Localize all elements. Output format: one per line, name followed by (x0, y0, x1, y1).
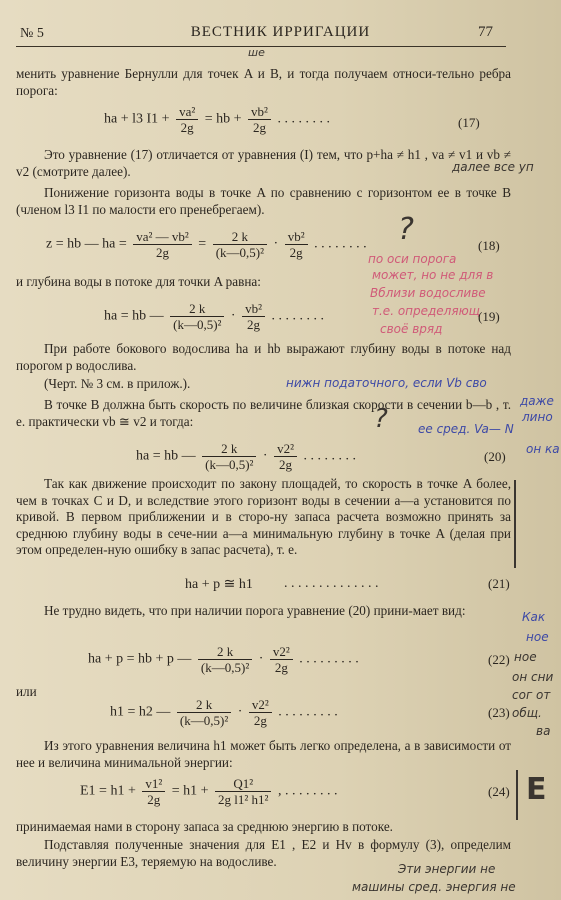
margin-line (516, 770, 518, 820)
equation-number: (24) (488, 784, 510, 799)
paragraph: При работе бокового водослива ha и hb выражают глубину воды в потоке над порогом p водослива. (16, 341, 511, 373)
handwritten-question-mark: ? (398, 212, 414, 247)
handwritten-note: далее все уп (452, 160, 534, 174)
paragraph: Из этого уравнения величина h1 может быть легко определена, а в зависимости от нее и величина минимальной энергии: (16, 738, 511, 770)
handwritten-note: лино (522, 410, 553, 424)
handwritten-note: Эти энергии не (398, 862, 496, 876)
fraction: $\frac{\text{Q1²}}{\text{2g l1² h1²}}$ (215, 776, 271, 807)
equation-23: h1 = h2 — $\frac{2 k}{\text{(k—0,5)²}}$ · $\frac{\text{v2²}}{2g}$ . . . . . . . . . (110, 697, 338, 728)
fraction: $\frac{\text{va²}}{2g}$ (176, 104, 198, 135)
handwritten-note: он сни (512, 670, 554, 684)
handwritten-note: Вблизи водосливе (370, 286, 486, 300)
paragraph: Не трудно видеть, что при наличии порога уравнение (20) прини-мает вид: (44, 603, 466, 618)
equation-number: (21) (488, 576, 510, 591)
equation-17: ha + l3 I1 + $\frac{\text{va²}}{2g}$ = hb + $\frac{\text{vb²}}{2g}$ . . . . . . . . (104, 104, 330, 135)
leader-dots: . . . . . . . . . . . . . . (284, 576, 379, 591)
handwritten-note: он ка (526, 442, 560, 456)
fraction: $\frac{\text{vb²}}{2g}$ (285, 229, 308, 260)
fraction: $\frac{2 k}{\text{(k—0,5)²}}$ (213, 229, 267, 260)
paragraph: (Черт. № 3 см. в прилож.). (44, 376, 191, 391)
equation-24: E1 = h1 + $\frac{\text{v1²}}{2g}$ = h1 + $\frac{\text{Q1²}}{\text{2g l1² h1²}}$ , . . . . . . . . (80, 776, 338, 807)
paragraph: В точке B должна быть скорость по величине близкая скорости в сечении b—b , т. е. практически vb ≅ v2 и тогда: (16, 397, 511, 429)
handwritten-note: машины сред. энергия не (352, 880, 516, 894)
fraction: $\frac{\text{va² — vb²}}{2g}$ (133, 229, 192, 260)
handwritten-letter: E (526, 772, 547, 807)
fraction: $\frac{2 k}{\text{(k—0,5)²}}$ (198, 644, 252, 675)
page-header (0, 24, 561, 46)
fraction: $\frac{2 k}{\text{(k—0,5)²}}$ (170, 301, 224, 332)
handwritten-note: по оси порога (368, 252, 457, 266)
fraction: $\frac{\text{vb²}}{2g}$ (248, 104, 271, 135)
equation-22: ha + p = hb + p — $\frac{2 k}{\text{(k—0,5)²}}$ · $\frac{\text{v2²}}{2g}$ . . . . . . . . . (88, 644, 359, 675)
equation-number: (19) (478, 309, 500, 324)
fraction: $\frac{\text{v2²}}{2g}$ (274, 441, 297, 472)
issue-number: № 5 (20, 26, 44, 41)
equation-number: (22) (488, 652, 510, 667)
handwritten-note: сог от (512, 688, 551, 702)
handwritten-note: ва (536, 724, 551, 738)
fraction: $\frac{2 k}{\text{(k—0,5)²}}$ (202, 441, 256, 472)
equation-21: ha + p ≅ h1 (185, 577, 253, 592)
equation-19: ha = hb — $\frac{2 k}{\text{(k—0,5)²}}$ · $\frac{\text{vb²}}{2g}$ . . . . . . . . (104, 301, 324, 332)
handwritten-note: Как (522, 610, 546, 624)
journal-title: ВЕСТНИК ИРРИГАЦИИ (190, 24, 371, 40)
paragraph: Подставляя полученные значения для E1 , E2 и Hv в формулу (3), определим величину энергии E3, теряемую на водосливе. (16, 837, 511, 869)
equation-number: (17) (458, 115, 480, 130)
handwritten-note: т.е. определяющ (372, 304, 480, 318)
handwritten-note: своё вряд (380, 322, 443, 336)
paragraph: менить уравнение Бернулли для точек A и B, и тогда получаем относи-тельно ребра порога: (16, 66, 511, 98)
handwritten-note: нижн податочного, если Vb сво (286, 376, 487, 390)
handwritten-note: даже (520, 394, 554, 408)
handwritten-note: может, но не для в (372, 268, 494, 282)
handwritten-note: ее сред. Va— N (418, 422, 514, 436)
fraction: $\frac{\text{v2²}}{2g}$ (249, 697, 272, 728)
equation-number: (20) (484, 449, 506, 464)
handwritten-question-mark: ? (374, 404, 388, 434)
handwritten-note: общ. (512, 706, 542, 720)
page-number: 77 (478, 24, 493, 40)
paragraph: Это уравнение (17) отличается от уравнения (I) тем, что p+ha ≠ h1 , va ≠ v1 и vb ≠ v2 (смотрите далее). (16, 147, 511, 179)
fraction: $\frac{\text{v2²}}{2g}$ (270, 644, 293, 675)
paragraph: и глубина воды в потоке для точки A равна: (16, 274, 261, 289)
paragraph: Понижение горизонта воды в точке A по сравнению с горизонтом ее в точке B (членом l3 I1 по малости его пренебрегаем). (16, 185, 511, 217)
conjunction: или (16, 684, 37, 699)
equation-number: (18) (478, 238, 500, 253)
margin-line (514, 480, 516, 568)
handwritten-mark: ше (248, 46, 265, 59)
handwritten-note: ное (514, 650, 537, 664)
handwritten-note: ное (526, 630, 549, 644)
fraction: $\frac{2 k}{\text{(k—0,5)²}}$ (177, 697, 231, 728)
paragraph: Так как движение происходит по закону площадей, то скорость в точке A более, чем в точках C и D, и вследствие этого горизонт воды в сечении a—a установится по кривой. В первом приближении и в сторо-ну запаса расчета возможно принять за среднюю глубину воды в сече-нии a—a минимальную глубину в точке A (делая при этом определен-ную ошибку в запас расчета), т. е. (16, 476, 511, 557)
equation-20: ha = hb — $\frac{2 k}{\text{(k—0,5)²}}$ · $\frac{\text{v2²}}{2g}$ . . . . . . . . (136, 441, 356, 472)
equation-18: z = hb — ha = $\frac{\text{va² — vb²}}{2g}$ = $\frac{2 k}{\text{(k—0,5)²}}$ · $\frac{\text{vb²}}{2g}$ . . . . . . . . (46, 229, 367, 260)
fraction: $\frac{\text{v1²}}{2g}$ (142, 776, 165, 807)
paragraph: принимаемая нами в сторону запаса за среднюю энергию в потоке. (16, 819, 393, 834)
equation-number: (23) (488, 705, 510, 720)
fraction: $\frac{\text{vb²}}{2g}$ (242, 301, 265, 332)
